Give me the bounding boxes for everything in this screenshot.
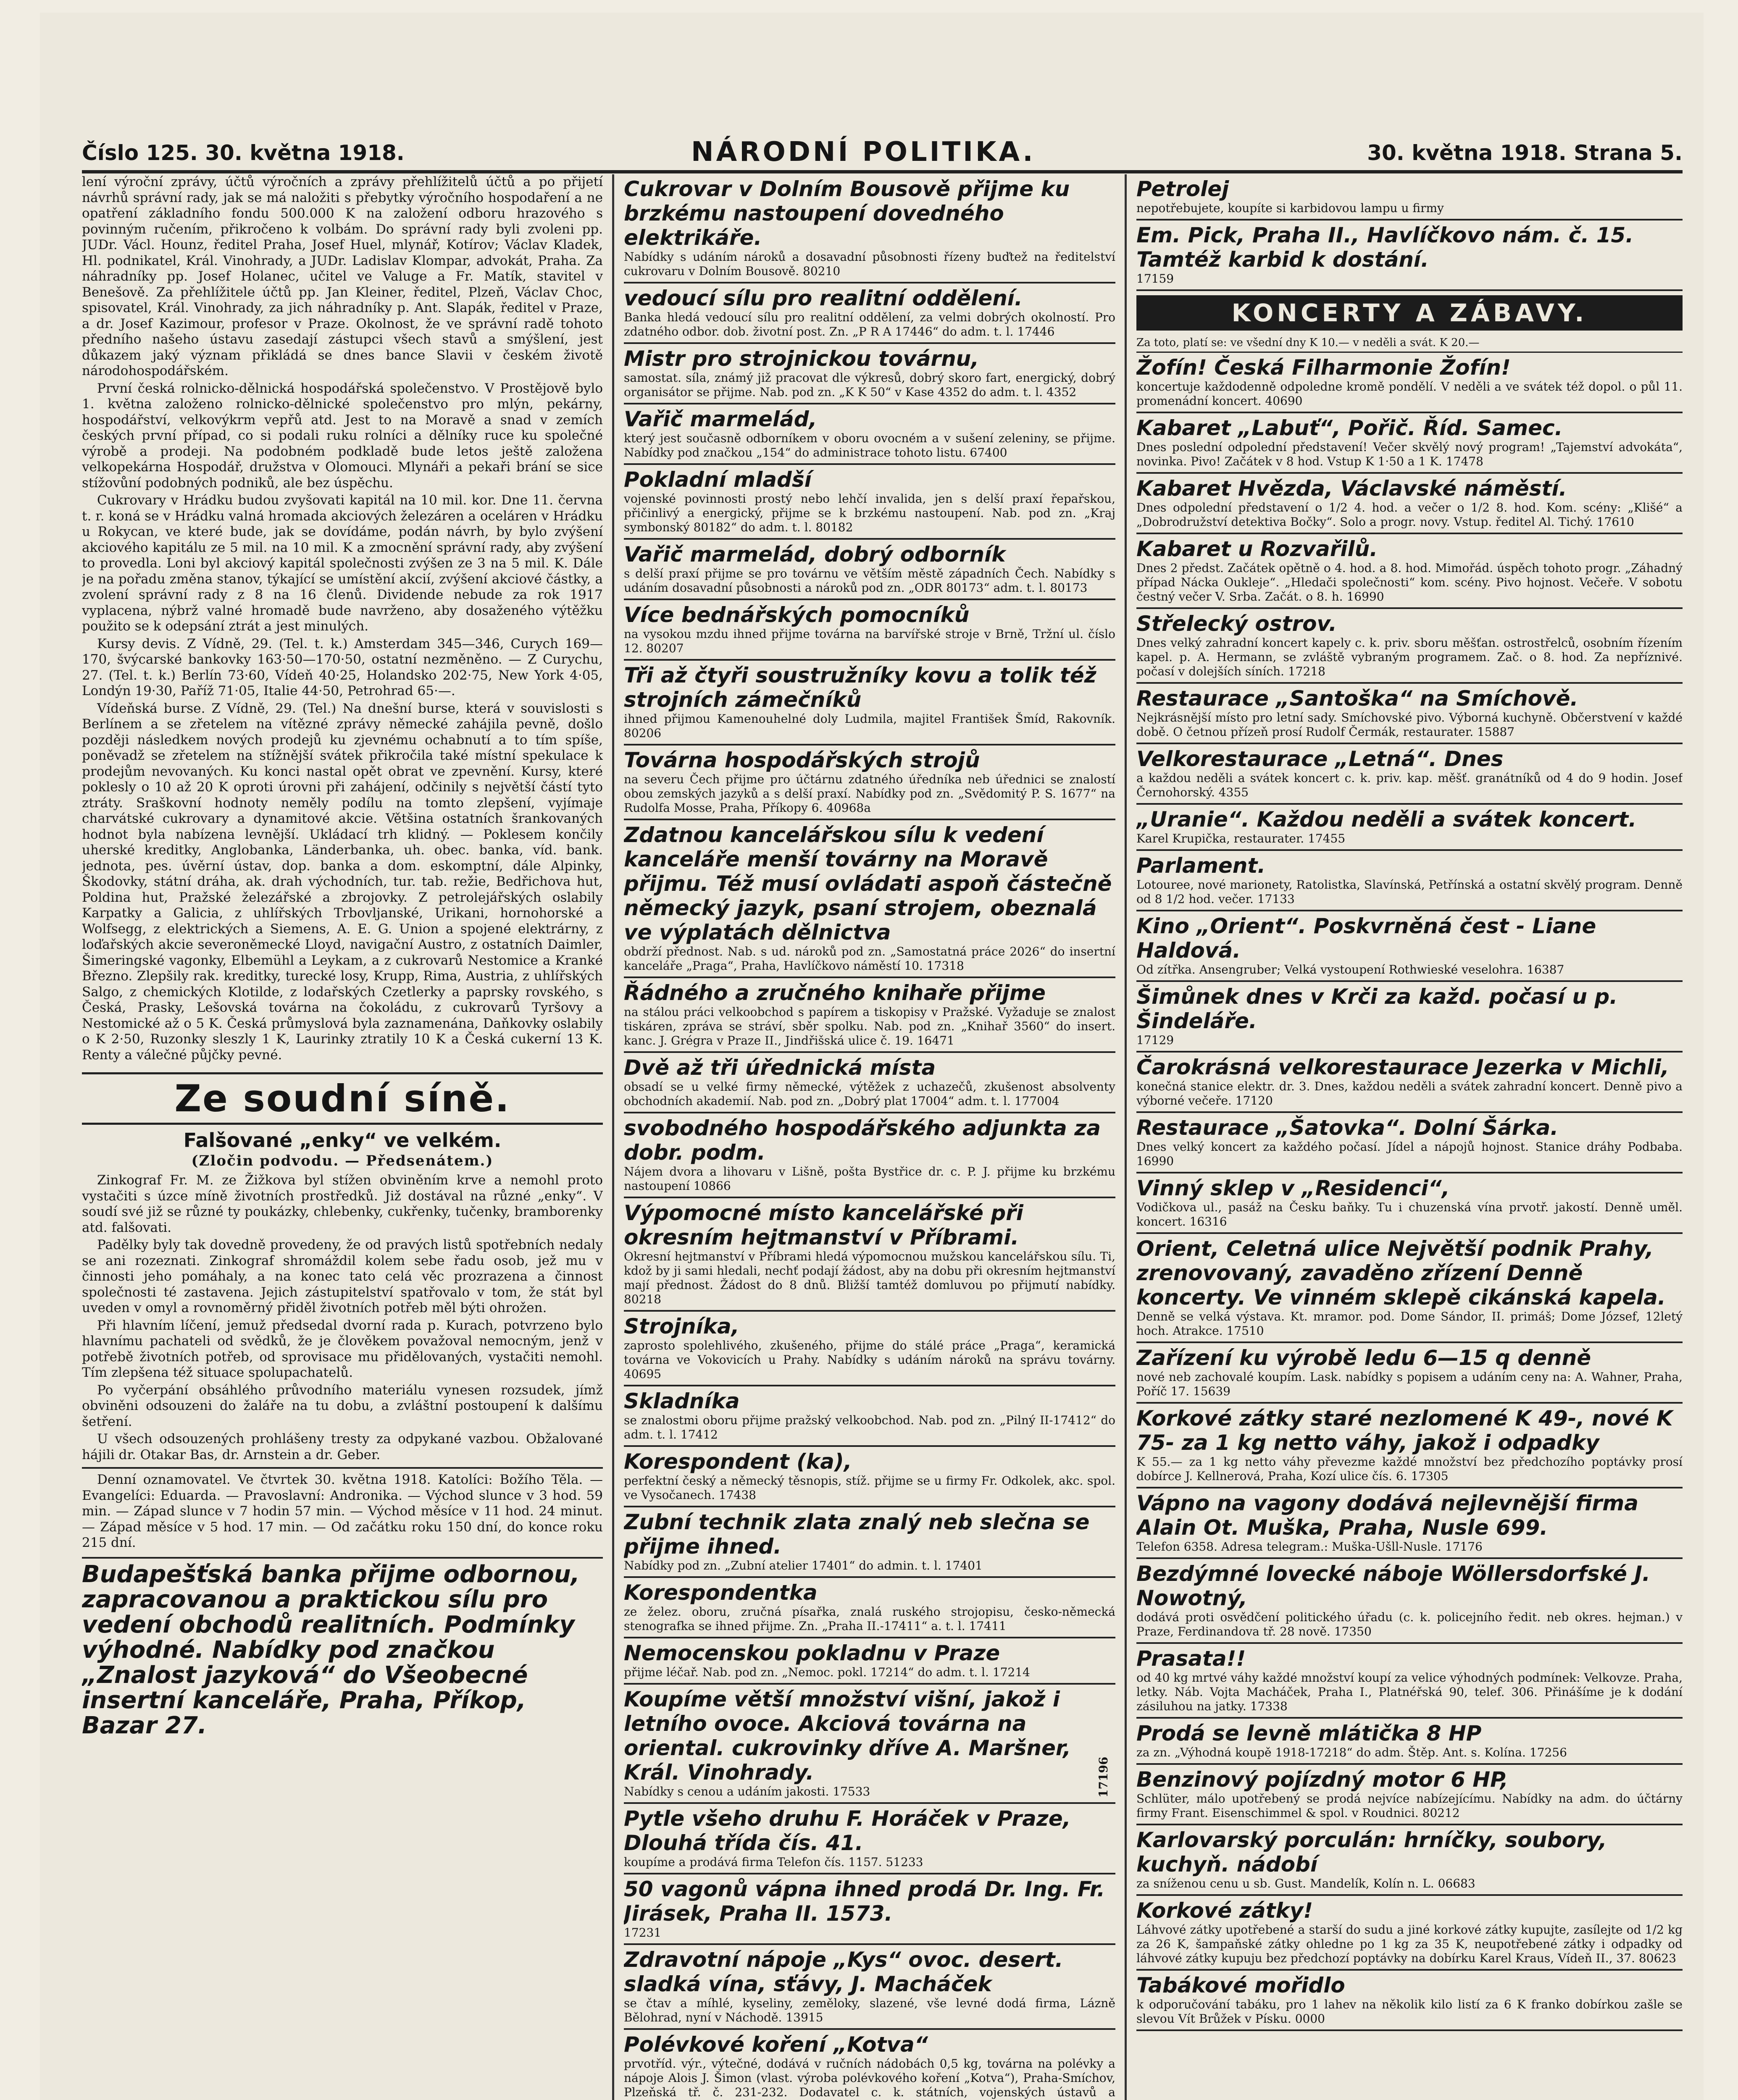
- classified-ad: [624, 2030, 1115, 2100]
- classified-ad: [624, 746, 1115, 820]
- classified-ad: [624, 344, 1115, 404]
- ad-body: Banka hledá vedoucí sílu pro realitní oddělení, za velmi dobrých okolností. Pro zdatného odbor. dob. životní post. Zn. „P R A 17446“ do adm. t. l. 17446: [624, 310, 1115, 339]
- ad-body: na severu Čech přijme pro účtárnu zdatného úředníka neb úřednici se znalostí obou zemských jazyků a s delší praxí. Nabídky pod zn. „Svědomitý P. S. 1677“ na Rudolfa Mosse, Praha, Příkopy 6. 40968a: [624, 772, 1115, 815]
- column-divider: [612, 174, 614, 2100]
- classified-ad: [1136, 474, 1683, 534]
- ad-headline: Restaurace „Šatovka“. Dolní Šárka.: [1136, 1116, 1559, 1140]
- classified-ad: [624, 174, 1115, 284]
- ad-headline: Vařič marmelád,: [624, 407, 817, 431]
- ad-body: Od zítřka. Ansengruber; Velká vystoupení Rothwieské veselohra. 16387: [1136, 963, 1564, 976]
- classified-ad: [1136, 911, 1683, 982]
- ad-headline: Šimůnek dnes v Krči za každ. počasí u p. Šindeláře.: [1136, 984, 1618, 1033]
- ad-body: ze želez. oboru, zručná písařka, znalá ruského strojopisu, česko-německá stenografka se ihned přijme. Zn. „Praha II.-17411“ a. t. l. 17411: [624, 1605, 1115, 1633]
- side-number: 17196: [1096, 1756, 1110, 1798]
- ad-headline: Polévkové koření „Kotva“: [624, 2032, 928, 2057]
- ad-headline: Vinný sklep v „Residenci“,: [1136, 1176, 1450, 1200]
- ad-body: koupíme a prodává firma Telefon čís. 1157. 51233: [624, 1855, 923, 1869]
- ad-headline: Strojníka,: [624, 1314, 739, 1339]
- classified-ad: [1136, 1234, 1683, 1343]
- classified-ad: [624, 978, 1115, 1053]
- classified-ad: [624, 600, 1115, 661]
- ad-body: dodává proti osvědčení politického úřadu (c. k. policejního ředit. neb okres. hejman.) v Praze, Ferdinandova tř. 28 nově. 17350: [1136, 1610, 1683, 1638]
- ad-body: na stálou práci velkoobchod s papírem a tiskopisy v Pražské. Vyžaduje se znalost tiskáren, zpráva se stráví, sběr spolku. Nab. pod zn. „Knihař 3560“ do insert. kanc. J. Grégra v Praze II., Jindřišská ulice č. 19. 16471: [624, 1005, 1115, 1047]
- classified-ad: [1136, 684, 1683, 744]
- ad-headline: svobodného hospodářského adjunkta za dobr. podm.: [624, 1116, 1101, 1165]
- column-3-classifieds: [1136, 174, 1683, 2100]
- classified-ad: [1136, 1404, 1683, 1488]
- classified-ad: [624, 1874, 1115, 1945]
- article-paragraph: Po vyčerpání obsáhlého průvodního materiálu vynesen rozsudek, jímž obviněni odsouzeni do žaláře na tu dobu, a zvláštní postoupení k dalšímu šetření.: [82, 1382, 603, 1429]
- ad-headline: Karlovarský porculán: hrníčky, soubory, kuchyň. nádobí: [1136, 1828, 1607, 1877]
- ad-body: Dnes odpolední představení o 1/2 4. hod. a večer o 1/2 8. hod. Kom. scény: „Klišé“ a „Dobrodružství detektiva Bočky“. Solo a progr. novy. Vstup. ředitel Al. Tichý. 17610: [1136, 501, 1683, 529]
- classified-ad: [1136, 1173, 1683, 1234]
- ad-body: Nabídky s udáním nároků a dosavadní působnosti řízeny buďtež na ředitelství cukrovaru v Dolním Bousově. 80210: [624, 250, 1115, 278]
- article-paragraph: Kursy devis. Z Vídně, 29. (Tel. t. k.) Amsterdam 345—346, Curych 169—170, švýcarské bankovky 163·50—170·50, ostatní nezměněno. — Z Curychu, 27. (Tel. t. k.) Berlín 73·60, Vídeň 40·25, Holandsko 202·75, New York 4·05, Londýn 19·30, Paříž 71·05, Italie 44·50, Petrohrad 65·—.: [82, 636, 603, 698]
- header-masthead: NÁRODNÍ POLITIKA.: [691, 136, 1036, 168]
- ad-headline: Skladníka: [624, 1389, 740, 1413]
- ad-body: zaprosto spolehlivého, zkušeného, přijme do stálé práce „Praga“, keramická továrna ve Vokovicích u Prahy. Nabídky s udáním nároků na správu továrny. 40695: [624, 1339, 1115, 1381]
- ad-body: Dnes velký koncert za každého počasí. Jídel a nápojů hojnost. Stanice dráhy Podbaba. 16990: [1136, 1140, 1683, 1168]
- classified-ad: [1136, 1559, 1683, 1644]
- ad-body: na vysokou mzdu ihned přijme továrna na barvířské stroje v Brně, Tržní ul. číslo 12. 80207: [624, 627, 1115, 655]
- ad-body: k odporučování tabáku, pro 1 lahev na několik kilo listí za 6 K franko dobírkou zašle se slevou Vít Brůžek v Písku. 0000: [1136, 1998, 1683, 2026]
- classified-ad: [1136, 1971, 1683, 2031]
- ad-body: Dnes velký zahradní koncert kapely c. k. priv. sboru měšťan. ostrostřelců, osobním řízením kapel. p. A. Hermann, se zvláště vybraným programem. Zač. o 8. hod. Za nepříznivé. počasí v dolejších síních. 17218: [1136, 636, 1683, 678]
- article-paragraph: Při hlavním líčení, jemuž předsedal dvorní rada p. Kurach, potvrzeno bylo hlavnímu pachateli od svědků, že je člověkem považoval nemocným, jenž v potřebě životních potřeb, od sprovisace mu přidělovaných, vystačiti nemohl. Tím zlepšena též situace spolupachatelů.: [82, 1318, 603, 1380]
- classified-ad: [624, 661, 1115, 746]
- classified-ad: [1136, 1644, 1683, 1719]
- classified-ad: [624, 465, 1115, 540]
- article-paragraph: Cukrovary v Hrádku budou zvyšovati kapitál na 10 mil. kor. Dne 11. června t. r. koná se v Hrádku valná hromada akciových železáren a oceláren v Hrádku u Rokycan, ve které bude, jak se dovídáme, podán návrh, by bylo zvýšení akciového kapitálu ze 5 mil. na 10 mil. K a zmocnění správní rady, aby zvýšení to provedla. Loni byl akciový kapitál společnosti zvýšen ze 3 na 5 mil. K. Dále je na pořadu změna stanov, týkající se umístění akcií, zvýšení akciové částky, a zvolení správní rady z 8 na 16 členů. Dividende nebude za rok 1917 vyplacena, nýbrž valné hromadě bude navrženo, aby dosaženého výtěžku použito se k odepsání ztrát a jest minulých.: [82, 493, 603, 634]
- ad-headline: Korespondentka: [624, 1580, 818, 1605]
- classified-ad: [1136, 1896, 1683, 1971]
- classified-ad: [624, 404, 1115, 465]
- ad-body: se znalostmi oboru přijme pražský velkoobchod. Nab. pod zn. „Pilný II-17412“ do adm. t. l. 17412: [624, 1413, 1115, 1441]
- classified-ad: [624, 1578, 1115, 1638]
- ad-headline: Řádného a zručného knihaře přijme: [624, 981, 1046, 1005]
- article-paragraph: U všech odsouzených prohlášeny tresty za odpykané vazbou. Obžalované hájili dr. Otakar Bas, dr. Arnstein a dr. Geber.: [82, 1431, 603, 1462]
- ad-body: a každou neděli a svátek koncert c. k. priv. kap. měšť. granátníků od 4 do 9 hodin. Josef Černohorský. 4355: [1136, 771, 1683, 799]
- classified-ad: [1136, 1053, 1683, 1113]
- ad-headline: Žofín! Česká Filharmonie Žofín!: [1136, 355, 1511, 380]
- classified-ad: [624, 1312, 1115, 1386]
- header-date-page: 30. května 1918. Strana 5.: [1367, 141, 1683, 165]
- classified-ad: [624, 1053, 1115, 1113]
- ad-headline: Kabaret Hvězda, Václavské náměstí.: [1136, 476, 1567, 501]
- ad-body: který jest současně odborníkem v oboru ovocném a v sušení zeleniny, se přijme. Nabídky pod značkou „154“ do administrace tohoto listu. 67400: [624, 431, 1115, 459]
- ad-body: přijme léčař. Nab. pod zn. „Nemoc. pokl. 17214“ do adm. t. l. 17214: [624, 1665, 1030, 1679]
- classified-ad: [624, 284, 1115, 344]
- classified-ad: [1136, 353, 1683, 413]
- ad-body: Telefon 6358. Adresa telegram.: Muška-Ušll-Nusle. 17176: [1136, 1540, 1483, 1554]
- ad-body: 17159: [1136, 272, 1174, 286]
- page-header: [82, 136, 1683, 173]
- classified-ad: [1136, 413, 1683, 474]
- ad-body: Nejkrásnější místo pro letní sady. Smíchovské pivo. Výborná kuchyně. Občerstvení v každé době. O četnou přízeň prosí Rudolf Čermák, restaurater. 15887: [1136, 711, 1683, 739]
- ad-body: Nabídky pod zn. „Zubní atelier 17401“ do admin. t. l. 17401: [624, 1559, 983, 1572]
- ad-body: se čtav a míhlé, kyseliny, zeměloky, slazené, vše levné dodá firma, Lázně Bělohrad, nyní v Náchodě. 13915: [624, 1996, 1115, 2024]
- ad-headline: 50 vagonů vápna ihned prodá Dr. Ing. Fr. Jirásek, Praha II. 1573.: [624, 1877, 1105, 1926]
- classified-ad: [624, 1638, 1115, 1685]
- article-headline: Falšované „enky“ ve velkém.: [183, 1129, 502, 1152]
- ad-headline: Kabaret „Labuť“, Pořič. Říd. Samec.: [1136, 416, 1563, 440]
- classified-ad: [624, 1685, 1115, 1804]
- ad-headline: Zdatnou kancelářskou sílu k vedení kanceláře menší továrny na Moravě přijmu. Též musí ovládati aspoň částečně německý jazyk, psaní strojem, obeznalá ve výplatách dělnictva: [624, 823, 1112, 945]
- daily-calendar: Denní oznamovatel. Ve čtvrtek 30. května 1918. Katolíci: Božího Těla. — Evangelíci: Eduarda. — Pravoslavní: Andronika. — Východ slunce v 3 hod. 59 min. — Západ slunce v 7 hodin 57 min. — Východ měsíce v 11 hod. 24 minut. — Západ měsíce v 5 hod. 17 min. — Od začátku roku 150 dní, do konce roku 215 dní.: [82, 1467, 603, 1551]
- ad-headline: Nemocenskou pokladnu v Praze: [624, 1641, 1000, 1665]
- classified-ad: [1136, 1343, 1683, 1404]
- ad-headline: Kabaret u Rozvařilů.: [1136, 537, 1378, 561]
- ad-body: Okresní hejtmanství v Příbrami hledá výpomocnou mužskou kancelářskou sílu. Ti, kdož by ji sami hledali, nechť podají žádost, aby na dobu při okresním hejtmanství mají přednost. Žádost do 8 dnů. Bližší tamtéž domluvou po přijmutí nabídky. 80218: [624, 1250, 1115, 1306]
- classified-ad: [624, 1386, 1115, 1447]
- ad-headline: Korkové zátky!: [1136, 1898, 1313, 1923]
- ad-headline: Prasata!!: [1136, 1646, 1246, 1671]
- ad-body: samostat. síla, známý již pracovat dle výkresů, dobrý skoro fart, energický, dobrý organisátor se přijme. Nab. pod zn. „K K 50“ v Kase 4352 do adm. t. l. 4352: [624, 371, 1115, 399]
- ad-headline: Čarokrásná velkorestaurace Jezerka v Michli,: [1136, 1055, 1669, 1079]
- ad-body: s delší praxí přijme se pro továrnu ve větším městě západních Čech. Nabídky s udáním dosavadní působnosti a nároků pod zn. „ODR 80173“ adm. t. l. 80173: [624, 567, 1115, 595]
- ad-headline: vedoucí sílu pro realitní oddělení.: [624, 286, 1023, 310]
- ad-headline: Pokladní mladší: [624, 467, 812, 492]
- ad-body: Dnes 2 předst. Začátek opětně o 4. hod. a 8. hod. Mimořád. úspěch tohoto progr. „Záhadný případ Nácka Oukleje“. „Hledači společnosti“ kom. scény. Pivo hojnost. Večeře. V sobotu čestný večer V. Srba. Začát. o 8. h. 16990: [1136, 561, 1683, 604]
- ad-headline: Kino „Orient“. Poskvrněná čest - Liane Haldová.: [1136, 914, 1596, 963]
- section-heading: Ze soudní síně.: [82, 1072, 603, 1125]
- ad-body: ihned přijmou Kamenouhelné doly Ludmila, majitel František Šmíd, Rakovník. 80206: [624, 712, 1115, 740]
- ad-headline: Petrolej: [1136, 177, 1229, 201]
- article-paragraph: Zinkograf Fr. M. ze Žižkova byl stížen obviněním krve a nemohl proto vystačiti s úzce míně životních prostředků. Již dostával na různé „enky“. V soudí své již se různé ty poukázky, chlebenky, cukřenky, tučenky, bramborenky atd. falšovati.: [82, 1173, 603, 1235]
- ad-headline: Orient, Celetná ulice Největší podnik Prahy, zrenovovaný, zavaděno zřízení Denně koncerty. Ve vinném sklepě cikánská kapela.: [1136, 1236, 1666, 1310]
- ad-body: Lotouree, nové marionety, Ratolistka, Slavínská, Petřínská a ostatní skvělý program. Denně od 8 1/2 hod. večer. 17133: [1136, 878, 1683, 906]
- ad-headline: Vařič marmelád, dobrý odborník: [624, 542, 1006, 567]
- classified-ad: [624, 1945, 1115, 2030]
- classified-ad: [1136, 1488, 1683, 1559]
- ad-headline: Tři až čtyři soustružníky kovu a tolik též strojních zámečníků: [624, 663, 1096, 712]
- classified-ad: [624, 1447, 1115, 1507]
- column-1: [82, 174, 603, 2100]
- ad-headline: Továrna hospodářských strojů: [624, 748, 980, 772]
- ad-headline: Zubní technik zlata znalý neb slečna se přijme ihned.: [624, 1510, 1090, 1559]
- article-paragraph: lení výroční zprávy, účtů výročních a zprávy přehlížitelů účtů a po přijetí návrhů správní rady, jak se má naložiti s přebytky výročního hospodaření a ne opatření základního fondu 500.000 K na založení odboru hrazového s povinným ručením, přikročeno k volbám. Do správní rady byli zvoleni pp. JUDr. Václ. Hounz, ředitel Praha, Josef Huel, mlynář, Kotírov; Václav Kladek, Hl. podnikatel, Král. Vinohrady, a JUDr. Ladislav Klompar, advokát, Praha. Za náhradníky pp. Josef Holanec, učitel ve Valuge a Fr. Matík, stavitel v Benešově. Za přehlížitele účtů pp. Jan Kleiner, ředitel, Plzeň, Václav Choc, spisovatel, Král. Vinohrady, za jich náhradníky p. Ant. Slapák, ředitel v Praze, a dr. Josef Kazimour, profesor v Praze. Okolnost, že ve správní radě tohoto předního našeho ústavu zasedají zástupci všech stavů a smýšlení, jest důkazem jaký význam přikládá se dnes bance Slavii v českém životě národohospodářském.: [82, 174, 603, 378]
- article-paragraph: Vídeňská burse. Z Vídně, 29. (Tel.) Na dnešní burse, která v souvislosti s Berlínem a se zřetelem na vítězné zprávy německé zahájila pevně, došlo později následkem nových prodejů ku zjevnému ochabnutí a to tím spíše, poněvadž se zřetelem na stížnější svátek přikročila také místní spekulace k prodejům nevovaných. Ku konci nastal opět obrat ve zpevnění. Kursy, které poklesly o 10 až 20 K oproti úrovni při zahájení, odčinily s největší částí tyto ztráty. Sraškovní hodnoty neměly podílu na tomto zlepšení, vyjímaje charvátské cukrovary a dynamitové akcie. Většina ostatních šrankovaných hodnot byla nabízena levnější. Ukládací trh klidný. — Poklesem končily uherské kreditky, Anglobanka, Länderbanka, uh. obec. banka, víd. bank. jednota, pes. úvěrní ústav, dop. banka a dom. eskomptní, dále Alpinky, Škodovky, státní dráha, ak. drah východních, tur. tab. režie, Bedřichova hut, Poldina hut, Pražské železářské a zbrojovky. Z petrolejářských oslabily Karpatky a Galicia, z uhlířských Trbovljanské, Urikani, hornohorské a Wolfsegg, z elektrických a Siemens, A. E. G. Union a spojené elektrárny, z loďařských akcie severoněmecké Lloyd, navigační Austro, z ostatních Daimler, Šimeringské vagonky, Elbemühl a Leykam, a z cukrovarů Nestomice a Kranké Březno. Zlepšily rak. kreditky, turecké losy, Krupp, Rima, Austria, z uhlířských Salgo, z chemických Klotilde, z lodařských Czetlerky a paprsky rovského, s Česká, Prasky, Lešovská továrna na čokoládu, z cukrovarů Tyršovy a Nestomické až o 5 K. Česká průmyslová byla zaznamenána, Daňkovky oslabily o K 2·50, Ruzonky sleszly 1 K, Laurinky ztratily 10 K a Česká cukerní 13 K. Renty a válečné půjčky pevné.: [82, 701, 603, 1063]
- ad-body: nepotřebujete, koupíte si karbidovou lampu u firmy: [1136, 201, 1444, 215]
- classified-ad: [1136, 851, 1683, 911]
- ad-body: Vodičkova ul., pasáž na Česku baňky. Tu i chuzenská vína prvotř. jakostí. Denně uměl. koncert. 16316: [1136, 1200, 1683, 1228]
- ad-body: 17231: [624, 1926, 662, 1940]
- ad-headline: Více bednářských pomocníků: [624, 603, 970, 627]
- ad-headline: Střelecký ostrov.: [1136, 612, 1337, 636]
- classified-ad: [1136, 1765, 1683, 1825]
- entertainment-banner: KONCERTY A ZÁBAVY.: [1136, 295, 1683, 331]
- classified-ad: [1136, 174, 1683, 220]
- header-issue: Číslo 125. 30. května 1918.: [82, 141, 405, 165]
- classified-ad: [1136, 982, 1683, 1053]
- ad-headline: Zdravotní nápoje „Kys“ ovoc. desert. sladká vína, sťávy, J. Macháček: [624, 1948, 1063, 1996]
- ad-body: Schlüter, málo upotřebený se prodá nejvíce nabízejícímu. Nabídky na adm. do účtárny firmy Frant. Eisenschimmel & spol. v Roudnici. 80212: [1136, 1792, 1683, 1820]
- banner-price-note: Za toto, platí se: ve všední dny K 10.— v neděli a svát. K 20.—: [1136, 334, 1683, 353]
- ad-body: Nájem dvora a lihovaru v Lišně, pošta Bystřice dr. c. P. J. přijme ku brzkému nastoupení 10866: [624, 1165, 1115, 1193]
- ad-body: koncertuje každodenně odpoledne kromě pondělí. V neděli a ve svátek též dopol. o půl 11. promenádní koncert. 40690: [1136, 380, 1683, 408]
- ad-body: za zn. „Výhodná koupě 1918-17218“ do adm. Štěp. Ant. s. Kolína. 17256: [1136, 1746, 1567, 1759]
- classified-ad: [624, 540, 1115, 600]
- ad-headline: Vápno na vagony dodává nejlevnější firma Alain Ot. Muška, Praha, Nusle 699.: [1136, 1491, 1639, 1540]
- ad-body: obsadí se u velké firmy německé, výtěžek z uchazečů, zkušenost absolventy obchodních akademií. Nab. pod zn. „Dobrý plat 17004“ adm. t. l. 177004: [624, 1080, 1115, 1108]
- ad-headline: Zařízení ku výrobě ledu 6—15 q denně: [1136, 1346, 1591, 1370]
- classified-ad: [624, 1804, 1115, 1874]
- classified-ad: [1136, 744, 1683, 805]
- ad-body: 17129: [1136, 1033, 1174, 1047]
- ad-headline: Koupíme větší množství višní, jakož i letního ovoce. Akciová továrna na oriental. cukrovinky dříve A. Maršner, Král. Vinohrady.: [624, 1687, 1071, 1785]
- classified-ad: [1136, 534, 1683, 609]
- column-divider: [1125, 174, 1127, 2100]
- ad-body: K 55.— za 1 kg netto váhy převezme každé množství bez předchozího poptávky prosí dobírce J. Kellnerová, Praha, Kozí ulice čís. 6. 17305: [1136, 1455, 1683, 1483]
- ad-headline: Korespondent (ka),: [624, 1449, 852, 1474]
- bank-classified-ad: Budapešťská banka přijme odbornou, zapracovanou a praktickou sílu pro vedení obchodů realitních. Podmínky výhodné. Nabídky pod značkou „Znalost jazyková“ do Všeobecné insertní kanceláře, Praha, Příkop, Bazar 27.: [82, 1557, 603, 1738]
- ad-headline: Korkové zátky staré nezlomené K 49-, nové K 75- za 1 kg netto váhy, jakož i odpadky: [1136, 1406, 1673, 1455]
- ad-headline: Prodá se levně mlátička 8 HP: [1136, 1721, 1482, 1746]
- article-subheadline: (Zločin podvodu. — Předsenátem.): [191, 1152, 494, 1169]
- ad-body: Dnes poslední odpolední představení! Večer skvělý nový program! „Tajemství advokáta“, novinka. Pivo! Začátek v 8 hod. Vstup K 1·50 a 1 K. 17478: [1136, 440, 1683, 468]
- ad-headline: Velkorestaurace „Letná“. Dnes: [1136, 747, 1504, 771]
- ad-body: perfektní český a německý těsnopis, stíž. přijme se u firmy Fr. Odkolek, akc. spol. ve Vysočanech. 17438: [624, 1474, 1115, 1502]
- article-paragraph: Padělky byly tak dovedně provedeny, že od pravých listů spotřebních nedaly se ani rozeznati. Zinkograf shromáždil kolem sebe řadu osob, jež mu v činnosti jeho pomáhaly, a na konec tato celá věc prozrazena a činnost společnosti té zastavena. Jejich zástupitelství spatřovalo v tom, že stát byl uveden v omyl a rovnoměrný přiděl životních potřeb měl býti ohrožen.: [82, 1237, 603, 1315]
- ad-body: konečná stanice elektr. dr. 3. Dnes, každou neděli a svátek zahradní koncert. Denně pivo a výborné večeře. 17120: [1136, 1079, 1683, 1108]
- column-2-classifieds: [624, 174, 1115, 2100]
- ad-body: nové neb zachovalé koupím. Lask. nabídky s popisem a udáním ceny na: A. Wahner, Praha, Poříč 17. 15639: [1136, 1370, 1683, 1398]
- ad-headline: Pytle všeho druhu F. Horáček v Praze, Dlouhá třída čís. 41.: [624, 1806, 1071, 1855]
- ad-headline: Benzinový pojízdný motor 6 HP,: [1136, 1767, 1508, 1792]
- ad-headline: Restaurace „Santoška“ na Smíchově.: [1136, 686, 1578, 711]
- ad-headline: „Uranie“. Každou neděli a svátek koncert.: [1136, 807, 1637, 832]
- ad-body: obdrží přednost. Nab. s ud. nároků pod zn. „Samostatná práce 2026“ do insertní kanceláře „Praga“, Praha, Havlíčkovo náměstí 10. 17318: [624, 945, 1115, 973]
- ad-body: Karel Krupička, restaurater. 17455: [1136, 832, 1346, 845]
- ad-headline: Mistr pro strojnickou továrnu,: [624, 346, 979, 371]
- ad-body: vojenské povinnosti prostý nebo lehčí invalida, jen s delší praxí řepařskou, přičinlivý a energický, přijme se k brzkému nastoupení. Nab. pod zn. „Kraj symbonský 80182“ do adm. t. l. 80182: [624, 492, 1115, 534]
- newspaper-page: [40, 13, 1704, 2100]
- ad-headline: Em. Pick, Praha II., Havlíčkovo nám. č. 15. Tamtéž karbid k dostání.: [1136, 223, 1634, 272]
- ad-headline: Parlament.: [1136, 853, 1266, 878]
- ad-headline: Cukrovar v Dolním Bousově přijme ku brzkému nastoupení dovedného elektrikáře.: [624, 177, 1070, 250]
- classified-ad: [624, 1113, 1115, 1198]
- classified-ad: [1136, 1719, 1683, 1765]
- ad-headline: Dvě až tři úřednická místa: [624, 1055, 936, 1080]
- ad-headline: Bezdýmné lovecké náboje Wöllersdorfské J. Nowotný,: [1136, 1562, 1650, 1610]
- ad-body: za sníženou cenu u sb. Gust. Mandelík, Kolín n. L. 06683: [1136, 1877, 1475, 1890]
- classified-ad: [1136, 1825, 1683, 1896]
- classified-ad: [1136, 220, 1683, 291]
- ad-headline: Výpomocné místo kancelářské při okresním hejtmanství v Příbrami.: [624, 1201, 1023, 1250]
- classified-ad: [1136, 609, 1683, 684]
- classified-ad: [624, 820, 1115, 978]
- ad-body: Nabídky s cenou a udáním jakosti. 17533: [624, 1785, 870, 1798]
- classified-ad: [624, 1198, 1115, 1312]
- ad-body: Denně se velká výstava. Kt. mramor. pod. Dome Sándor, II. primáš; Dome József, 12letý hoch. Atrakce. 17510: [1136, 1310, 1683, 1338]
- ad-body: prvotříd. výr., výtečné, dodává v ručních nádobách 0,5 kg, továrna na polévky a nápoje Alois J. Šimon (vlast. výroba polévkového koření „Kotva“), Praha-Smíchov, Plzeňská tř. č. 231-232. Dodavatel c. k. státních, vojenských ústavů a: [624, 2057, 1115, 2099]
- ad-body: Láhvové zátky upotřebené a starší do sudu a jiné korkové zátky kupujte, zasílejte od 1/2 kg za 26 K, šampaňské zátky ohledne po 1 kg za 35 K, neupotřebené zátky i odpadky od láhvové zátky kupuju bez předchozí poptávky na dobírku Karel Kraus, Vídeň II., 37. 80623: [1136, 1923, 1683, 1965]
- classified-ad: [1136, 1113, 1683, 1173]
- classified-ad: [1136, 805, 1683, 851]
- ad-headline: Tabákové mořidlo: [1136, 1973, 1345, 1998]
- article-paragraph: První česká rolnicko-dělnická hospodářská společenstvo. V Prostějově bylo 1. května založeno rolnicko-dělnické společenstvo pro mlýn, pekárny, hospodářství, velkovýkrm vepřů atd. Jest to na Moravě a snad v zemích českých první případ, co si podali ruku rolníci a dělníky ruce ku společné výrobě a prodeji. Na podobném podkladě bude letos ještě založena velkopekárna Hospodář, družstva v Olomouci. Mlynáři a pekaři brání se sice stížovůní podobných podniků, ale bez úspěchu.: [82, 381, 603, 491]
- classified-ad: [624, 1507, 1115, 1578]
- ad-body: od 40 kg mrtvé váhy každé množství koupí za velice výhodných podmínek: Velkovze. Praha, letky. Náb. Vojta Macháček, Praha I., Platnéřská 90, telef. 306. Přinášíme je k dodání zásiluhou na jatky. 17338: [1136, 1671, 1683, 1713]
